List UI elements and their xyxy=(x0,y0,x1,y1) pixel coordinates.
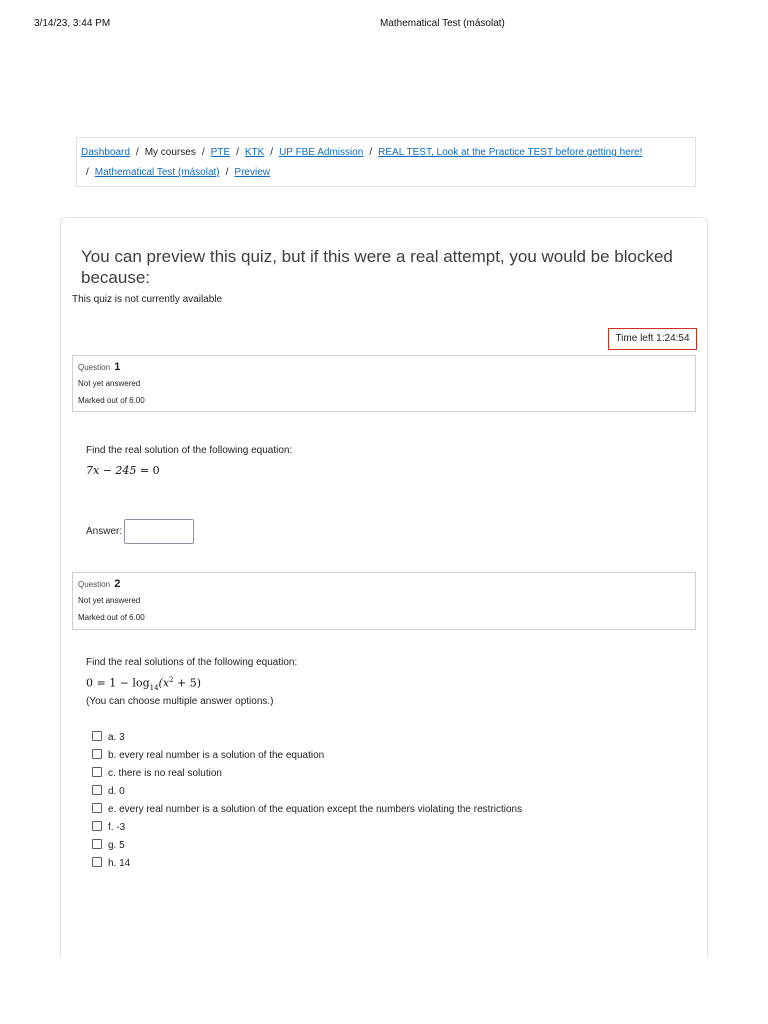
breadcrumb-pte-link[interactable]: PTE xyxy=(210,147,231,158)
option-label: d. 0 xyxy=(108,786,125,797)
breadcrumb-preview-link[interactable]: Preview xyxy=(234,167,270,178)
exponent: 2 xyxy=(169,676,174,684)
log-base: 14 xyxy=(149,683,159,692)
quiz-timer: Time left 1:24:54 xyxy=(608,328,697,350)
question-grade: Marked out of 6.00 xyxy=(78,613,145,622)
answer-label: Answer: xyxy=(86,526,123,537)
breadcrumb-admission-link[interactable]: UP FBE Admission xyxy=(279,147,364,158)
question-state: Not yet answered xyxy=(78,596,141,605)
equation-equals: = xyxy=(139,464,150,477)
option-c[interactable] xyxy=(92,768,222,779)
question-number-line xyxy=(78,361,120,373)
option-h[interactable] xyxy=(92,858,130,869)
breadcrumb-quiz-link[interactable]: Mathematical Test (másolat) xyxy=(94,167,220,178)
blocked-reason: This quiz is not currently available xyxy=(72,294,223,305)
checkbox[interactable] xyxy=(92,767,102,777)
breadcrumb-dashboard-link[interactable]: Dashboard xyxy=(81,147,130,158)
option-label: f. -3 xyxy=(108,822,126,833)
checkbox[interactable] xyxy=(92,803,102,813)
option-g[interactable] xyxy=(92,840,125,851)
question-label: Question xyxy=(78,363,111,372)
breadcrumb-separator: / xyxy=(369,147,373,158)
print-datetime: 3/14/23, 3:44 PM xyxy=(34,18,111,29)
print-header xyxy=(0,18,768,32)
checkbox[interactable] xyxy=(92,857,102,867)
checkbox[interactable] xyxy=(92,749,102,759)
question-2-options xyxy=(92,727,612,871)
breadcrumb xyxy=(76,137,696,187)
question-number: 2 xyxy=(114,578,121,590)
log-argument-close: + 5) xyxy=(173,676,201,690)
option-a[interactable] xyxy=(92,732,125,743)
breadcrumb-real-test-link[interactable]: REAL TEST, Look at the Practice TEST before getting here! xyxy=(378,147,643,158)
breadcrumb-separator: / xyxy=(225,167,229,178)
equation-lhs: 0 xyxy=(86,676,93,690)
option-label: h. 14 xyxy=(108,858,131,869)
option-b[interactable] xyxy=(92,750,324,761)
checkbox[interactable] xyxy=(92,839,102,849)
option-label: g. 5 xyxy=(108,840,125,851)
checkbox[interactable] xyxy=(92,731,102,741)
breadcrumb-separator: / xyxy=(236,147,239,158)
question-number-line xyxy=(78,578,120,590)
breadcrumb-ktk-link[interactable]: KTK xyxy=(244,147,265,158)
breadcrumb-separator: / xyxy=(135,147,139,158)
question-2-hint: (You can choose multiple answer options.) xyxy=(86,696,274,707)
print-page-title: Mathematical Test (másolat) xyxy=(380,18,505,29)
checkbox[interactable] xyxy=(92,785,102,795)
question-grade: Marked out of 6.00 xyxy=(78,396,145,405)
breadcrumb-line-1 xyxy=(81,144,695,164)
question-2-info xyxy=(72,572,696,630)
option-label: b. every real number is a solution of the equation xyxy=(108,750,325,761)
question-2-equation xyxy=(86,676,201,692)
question-2-text: Find the real solutions of the following equation: xyxy=(86,657,298,668)
question-1-info xyxy=(72,355,696,412)
question-number: 1 xyxy=(114,361,121,373)
breadcrumb-line-2 xyxy=(81,164,695,184)
option-label: c. there is no real solution xyxy=(108,768,222,779)
equation-rhs-log: 1 − log xyxy=(109,676,150,690)
question-1-text: Find the real solution of the following equation: xyxy=(86,445,293,456)
equation-lhs: 7x − 245 xyxy=(86,464,137,477)
option-label: a. 3 xyxy=(108,732,125,743)
question-state: Not yet answered xyxy=(78,379,141,388)
option-label: e. every real number is a solution of the equation except the numbers violating the restrictions xyxy=(108,804,523,815)
question-1-answer-input[interactable] xyxy=(124,519,194,544)
option-d[interactable] xyxy=(92,786,125,797)
breadcrumb-separator: / xyxy=(86,167,89,178)
breadcrumb-separator: / xyxy=(270,147,274,158)
checkbox[interactable] xyxy=(92,821,102,831)
breadcrumb-separator: / xyxy=(201,147,205,158)
question-1-equation xyxy=(86,464,160,477)
equation-equals: = xyxy=(96,676,106,690)
option-f[interactable] xyxy=(92,822,125,833)
log-argument-open: (x xyxy=(158,676,170,690)
question-label: Question xyxy=(78,580,111,589)
breadcrumb-my-courses: My courses xyxy=(144,147,196,158)
equation-rhs: 0 xyxy=(152,464,160,477)
blocked-notice-heading: You can preview this quiz, but if this were a real attempt, you would be blocked because: xyxy=(81,247,673,287)
option-e[interactable] xyxy=(92,804,522,815)
